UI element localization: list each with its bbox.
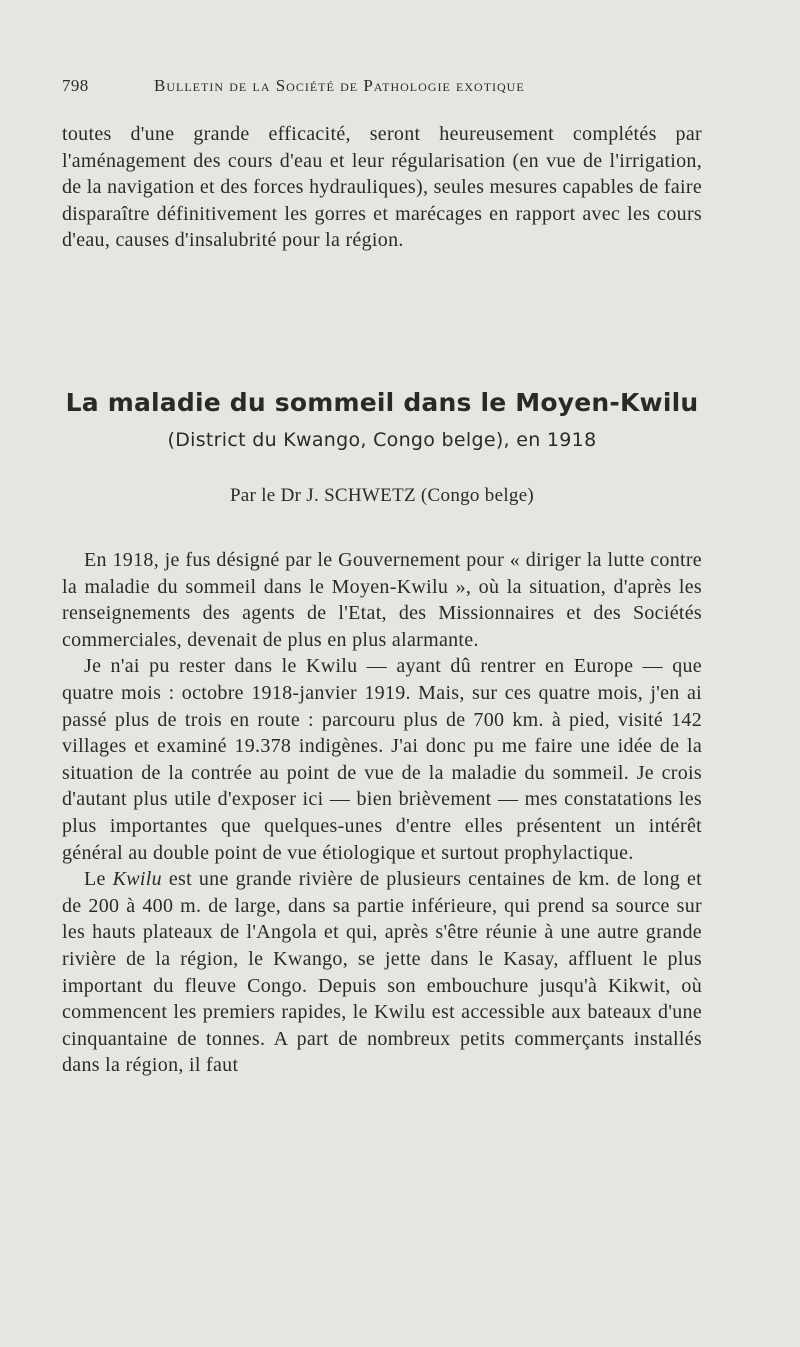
article-subtitle: (District du Kwango, Congo belge), en 1918: [167, 429, 597, 451]
body-paragraph-2: Je n'ai pu rester dans le Kwilu — ayant dû rentrer en Europe — que quatre mois : octobre 1918-janvier 1919. Mais, sur ces quatre mois, j'en ai passé plus de trois en route : parcouru plus de 700 km. à pied, visité 142 villages et examiné 19.378 indigènes. J'ai donc pu me faire une idée de la situation de la contrée au point de vue de la maladie du sommeil. Je crois d'autant plus utile d'exposer ici — bien brièvement — mes constatations les plus importantes que quelques-unes d'entre elles présentent un intérêt général au double point de vue étiologique et surtout prophylactique.: [62, 655, 702, 864]
intro-paragraph: toutes d'une grande efficacité, seront heureusement complétés par l'aménagement des cours d'eau et leur régularisation (en vue de l'irrigation, de la navigation et des forces hydrauliques), seules mesures capables de faire disparaître définitivement les gorres et marécages en rapport avec les cours d'eau, causes d'insalubrité pour la région.: [62, 123, 702, 252]
river-name: Kwilu: [112, 868, 162, 891]
journal-title: Bulletin de la Société de Pathologie exotique: [154, 76, 525, 95]
article-body: [62, 547, 702, 1079]
author-line: Par le Dr J. SCHWETZ (Congo belge): [229, 485, 535, 506]
page-number: 798: [62, 76, 89, 95]
paragraph-3-lead: Le: [84, 868, 106, 891]
article-title: La maladie du sommeil dans le Moyen-Kwilu: [65, 388, 699, 417]
body-paragraph-1: En 1918, je fus désigné par le Gouvernement pour « diriger la lutte contre la maladie du sommeil dans le Moyen-Kwilu », où la situation, d'après les renseignements des agents de l'Etat, des Missionnaires et des Sociétés commerciales, devenait de plus en plus alarmante.: [62, 549, 702, 651]
paragraph-3-text: est une grande rivière de plusieurs centaines de km. de long et de 200 à 400 m. de large, dans sa partie inférieure, qui prend sa source sur les hauts plateaux de l'Angola et qui, après s'être réunie à une autre grande rivière de la région, le Kwango, se jette dans le Kasay, affluent le plus important du fleuve Congo. Depuis son embouchure jusqu'à Kikwit, où commencent les premiers rapides, le Kwilu est accessible aux bateaux d'une cinquantaine de tonnes. A part de nombreux petits commerçants installés dans la région, il faut: [62, 868, 702, 1077]
intro-paragraph-block: [62, 121, 702, 254]
body-paragraph-3: [62, 866, 702, 1079]
running-head: [62, 76, 752, 102]
